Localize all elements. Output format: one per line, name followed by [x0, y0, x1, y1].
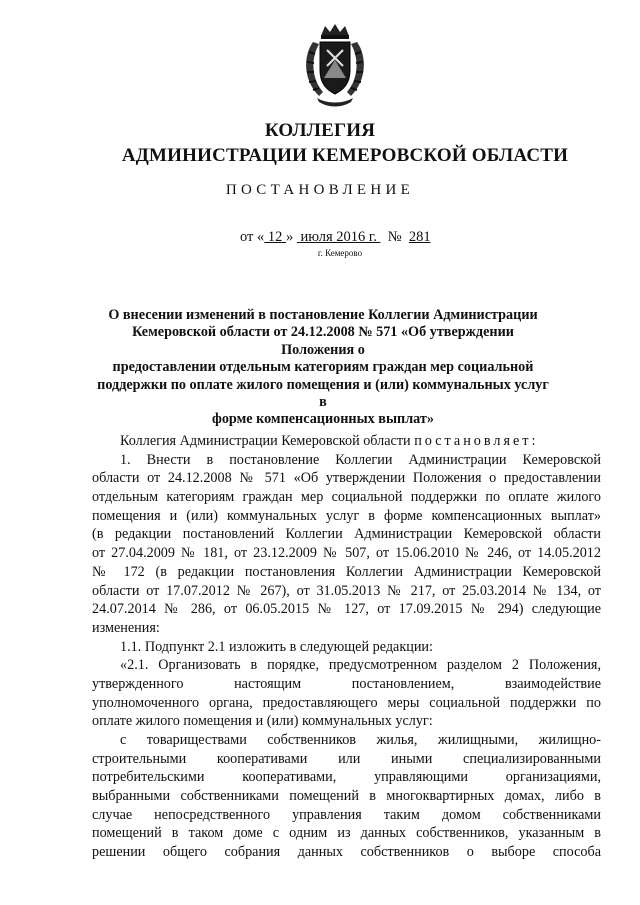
body-line: области от 17.07.2012 № 267), от 31.05.2013 № 217, от 25.03.2014 № 134, от	[92, 582, 601, 599]
body-line: оплате жилого помещения и (или) коммунальных услуг:	[92, 713, 433, 730]
title-line: Кемеровской области от 24.12.2008 № 571 «Об утверждении Положения о	[132, 324, 514, 358]
date-day: 12	[264, 229, 287, 245]
body-line: 24.07.2014 № 286, от 06.05.2015 № 127, от 17.09.2015 № 294) следующие	[92, 601, 601, 618]
title-line: поддержки по оплате жилого помещения и (или) коммунальных услуг в	[97, 376, 549, 411]
body-line: изменения:	[92, 619, 160, 636]
body-line: с товариществами собственников жилья, жилищными, жилищно-	[120, 732, 601, 748]
body-line: (в редакции постановлений Коллегии Администрации Кемеровской области	[92, 526, 601, 543]
body-line: случае непосредственного управления таким домом собственниками	[92, 806, 601, 823]
body-line: помещения и (или) коммунальных услуг в форме компенсационных выплат»	[92, 507, 601, 524]
body-line: 1.1. Подпункт 2.1 изложить в следующей редакции:	[120, 638, 433, 655]
body-line: № 172 (в редакции постановления Коллегии Администрации Кемеровской	[92, 563, 601, 580]
title-line: форме компенсационных выплат»	[212, 411, 434, 428]
body-line: от 27.04.2009 № 181, от 23.12.2009 № 507, от 15.06.2010 № 246, от 14.05.2012	[92, 545, 601, 562]
document-type: ПОСТАНОВЛЕНИЕ	[225, 182, 415, 198]
date-prefix: от «	[240, 229, 265, 245]
body-line: решении общего собрания данных собственников о выборе способа	[92, 844, 601, 861]
body-line: отдельным категориям граждан мер социальной поддержки по оплате жилого	[92, 489, 601, 506]
body-line: строительными кооперативами или иными специализированными	[92, 750, 601, 767]
date-separator: »	[286, 229, 297, 245]
document-number: 281	[408, 229, 431, 245]
date-number-line	[240, 229, 431, 246]
organization-name-line1: КОЛЛЕГИЯ	[264, 120, 376, 141]
body-line: выбранными собственниками помещений в многоквартирных домах, либо в	[92, 788, 601, 805]
document-body	[92, 432, 601, 862]
coat-of-arms-icon	[299, 22, 371, 108]
date-month-year: июля 2016 г.	[296, 229, 381, 245]
number-prefix: №	[380, 229, 409, 245]
organization-name-line2: АДМИНИСТРАЦИИ КЕМЕРОВСКОЙ ОБЛАСТИ	[121, 145, 569, 166]
body-line: утвержденного настоящим постановлением, взаимодействие	[92, 675, 601, 692]
title-line: предоставлении отдельным категориям граждан мер социальной	[112, 359, 534, 376]
body-line: помещений в таком доме с одним из данных собственников, указанным в	[92, 825, 601, 842]
title-line: О внесении изменений в постановление Коллегии Администрации	[108, 307, 538, 323]
intro-text: Коллегия Администрации Кемеровской области	[120, 433, 411, 449]
body-line: области от 24.12.2008 № 571 «Об утверждении Положения о предоставлении	[92, 470, 601, 487]
body-line: потребительскими кооперативами, управляющими организациями,	[92, 769, 601, 786]
city-name: г. Кемерово	[317, 248, 363, 258]
intro-resolves: постановляет:	[414, 433, 539, 449]
body-line: 1. Внести в постановление Коллегии Администрации Кемеровской	[120, 451, 601, 468]
body-line: «2.1. Организовать в порядке, предусмотренном разделом 2 Положения,	[120, 657, 601, 674]
body-line: уполномоченного органа, предоставляющего меры социальной поддержки по	[92, 694, 601, 711]
document-title	[95, 307, 551, 429]
body-intro	[92, 432, 601, 451]
